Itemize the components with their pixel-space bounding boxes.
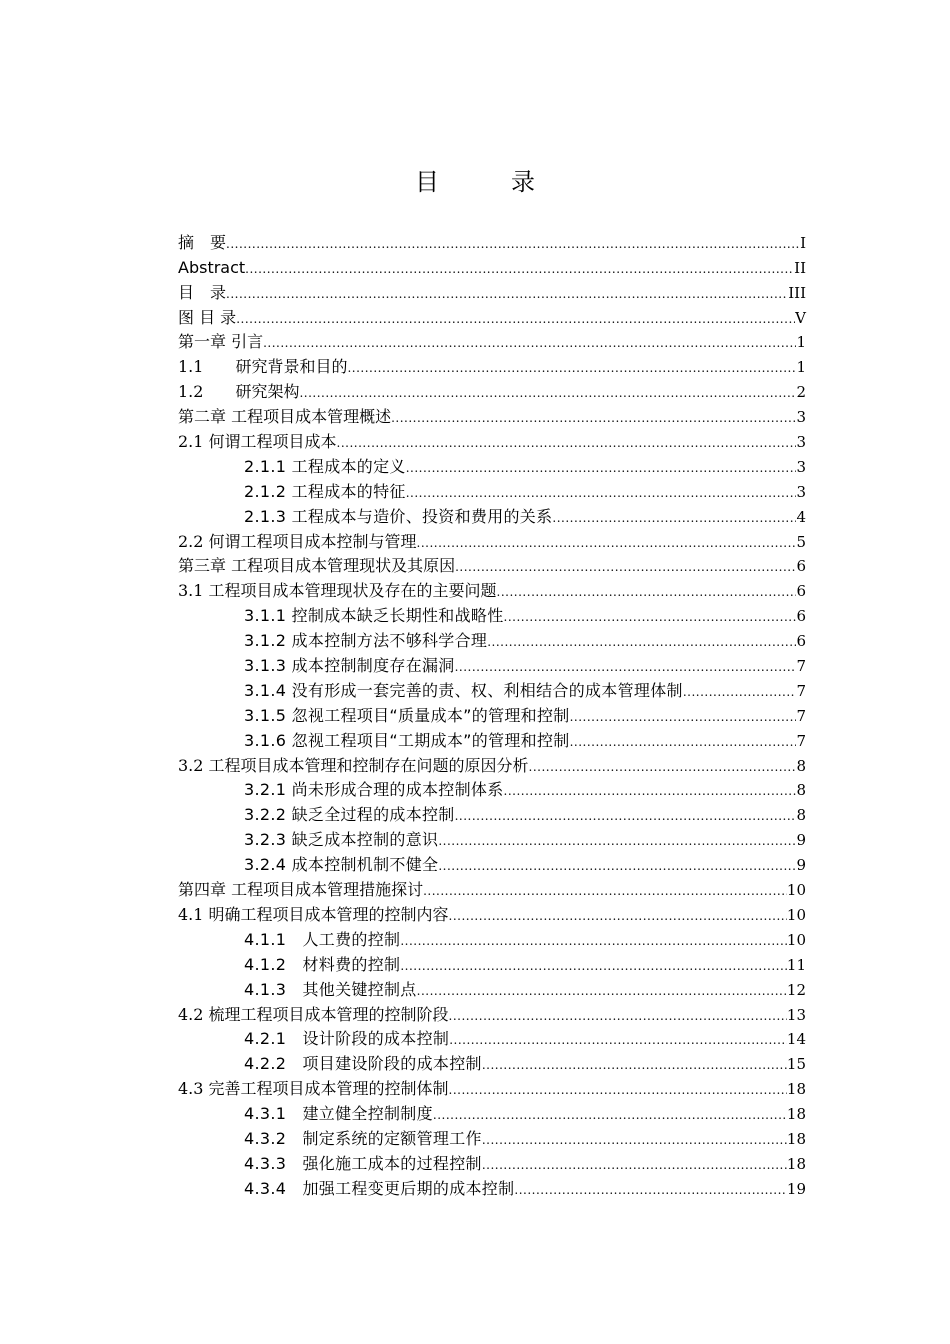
toc-entry[interactable] (178, 950, 806, 975)
toc-entry-label: 2.1.2 工程成本的特征 (244, 481, 406, 501)
toc-entry-label: 摘 要 (178, 232, 227, 252)
toc-dot-leader (487, 635, 796, 651)
toc-entry[interactable] (178, 253, 806, 278)
toc-dot-leader (570, 735, 797, 751)
toc-dot-leader (438, 834, 796, 850)
toc-dot-leader (400, 934, 787, 950)
toc-entry-page-number: 6 (796, 557, 806, 576)
toc-dot-leader (406, 486, 797, 502)
toc-entry[interactable] (178, 1149, 806, 1174)
toc-entry-label: 图 目 录 (178, 307, 237, 327)
toc-entry-label: 2.1.1 工程成本的定义 (244, 456, 406, 476)
toc-entry-label: 第二章 工程项目成本管理概述 (178, 407, 392, 427)
toc-entry-label: Abstract (178, 257, 246, 277)
toc-entry-page-number: 13 (786, 1005, 806, 1024)
toc-entry-label: 2.2 何谓工程项目成本控制与管理 (178, 531, 417, 551)
toc-entry-page-number: 6 (796, 582, 806, 601)
toc-entry[interactable] (178, 1025, 806, 1050)
toc-dot-leader (455, 560, 796, 576)
toc-entry-page-number: III (788, 283, 806, 302)
toc-entry-label: 3.2.3 缺乏成本控制的意识 (244, 830, 439, 850)
toc-entry-page-number: 7 (796, 706, 806, 725)
toc-dot-leader (482, 1058, 787, 1074)
toc-entry-page-number: 9 (796, 831, 806, 850)
toc-dot-leader (449, 1083, 787, 1099)
toc-entry-label: 4.3 完善工程项目成本管理的控制体制 (178, 1079, 449, 1099)
toc-entry[interactable] (178, 452, 806, 477)
toc-dot-leader (417, 984, 787, 1000)
toc-entry-label: 3.2 工程项目成本管理和控制存在问题的原因分析 (178, 755, 529, 775)
toc-entry-label: 4.3.2 制定系统的定额管理工作 (244, 1128, 482, 1148)
toc-dot-leader (449, 1033, 787, 1049)
toc-dot-leader (482, 1133, 787, 1149)
toc-entry-label: 1.2 研究架构 (178, 382, 300, 402)
toc-entry[interactable] (178, 303, 806, 328)
toc-entry[interactable] (178, 402, 806, 427)
toc-entry-label: 4.1 明确工程项目成本管理的控制内容 (178, 904, 449, 924)
toc-entry[interactable] (178, 352, 806, 377)
toc-dot-leader (455, 809, 797, 825)
toc-entry-page-number: II (794, 258, 806, 277)
toc-entry[interactable] (178, 1174, 806, 1199)
toc-entry-label: 4.3.3 强化施工成本的过程控制 (244, 1153, 482, 1173)
toc-entry-page-number: I (800, 233, 806, 252)
toc-dot-leader (236, 312, 795, 328)
toc-entry[interactable] (178, 527, 806, 552)
toc-dot-leader (391, 411, 796, 427)
toc-entry-label: 3.1.4 没有形成一套完善的责、权、利相结合的成本管理体制 (244, 680, 683, 700)
toc-entry[interactable] (178, 900, 806, 925)
toc-entry-page-number: 3 (796, 482, 806, 501)
toc-entry-label: 3.1.3 成本控制制度存在漏洞 (244, 656, 455, 676)
toc-entry-page-number: 18 (786, 1154, 806, 1173)
toc-entry-page-number: 10 (786, 930, 806, 949)
toc-entry-label: 4.1.3 其他关键控制点 (244, 979, 417, 999)
toc-dot-leader (423, 884, 787, 900)
toc-entry[interactable] (178, 601, 806, 626)
toc-entry[interactable] (178, 776, 806, 801)
toc-entry[interactable] (178, 701, 806, 726)
toc-entry[interactable] (178, 975, 806, 1000)
toc-dot-leader (504, 610, 797, 626)
table-of-contents (178, 228, 806, 1199)
toc-dot-leader (514, 1183, 786, 1199)
toc-entry-label: 2.1 何谓工程项目成本 (178, 432, 337, 452)
toc-entry-page-number: 11 (786, 955, 806, 974)
toc-entry[interactable] (178, 875, 806, 900)
toc-dot-leader (570, 710, 797, 726)
toc-entry-label: 3.2.4 成本控制机制不健全 (244, 855, 439, 875)
toc-entry-page-number: 6 (796, 607, 806, 626)
toc-entry-page-number: 18 (786, 1129, 806, 1148)
toc-entry[interactable] (178, 477, 806, 502)
toc-dot-leader (433, 1108, 787, 1124)
toc-entry-page-number: 5 (796, 532, 806, 551)
toc-entry-page-number: 8 (796, 781, 806, 800)
toc-entry-page-number: 14 (786, 1030, 806, 1049)
toc-entry-label: 第三章 工程项目成本管理现状及其原因 (178, 556, 456, 576)
toc-entry[interactable] (178, 427, 806, 452)
toc-dot-leader (263, 336, 796, 352)
toc-entry[interactable] (178, 228, 806, 253)
toc-entry-label: 3.1.2 成本控制方法不够科学合理 (244, 631, 488, 651)
toc-entry[interactable] (178, 1000, 806, 1025)
toc-entry-page-number: 2 (796, 383, 806, 402)
toc-dot-leader (337, 436, 797, 452)
toc-entry-label: 4.2.2 项目建设阶段的成本控制 (244, 1054, 482, 1074)
toc-entry-label: 3.1 工程项目成本管理现状及存在的主要问题 (178, 581, 497, 601)
toc-entry-page-number: 3 (796, 457, 806, 476)
toc-entry-page-number: 6 (796, 632, 806, 651)
toc-entry-page-number: 1 (796, 333, 806, 352)
toc-entry-page-number: 7 (796, 681, 806, 700)
toc-entry-page-number: 7 (796, 731, 806, 750)
toc-entry[interactable] (178, 850, 806, 875)
toc-dot-leader (449, 1009, 787, 1025)
toc-dot-leader (438, 859, 796, 875)
toc-dot-leader (449, 909, 787, 925)
toc-entry[interactable] (178, 1074, 806, 1099)
toc-entry-label: 目 录 (178, 282, 227, 302)
toc-entry-page-number: 4 (796, 507, 806, 526)
toc-dot-leader (406, 461, 797, 477)
toc-dot-leader (497, 585, 797, 601)
page-title: 目 录 (415, 168, 559, 196)
toc-dot-leader (455, 660, 797, 676)
toc-entry[interactable] (178, 576, 806, 601)
toc-entry-label: 第一章 引言 (178, 332, 264, 352)
toc-dot-leader (683, 685, 797, 701)
toc-dot-leader (552, 511, 796, 527)
toc-entry[interactable] (178, 825, 806, 850)
toc-entry-label: 2.1.3 工程成本与造价、投资和费用的关系 (244, 506, 553, 526)
toc-entry[interactable] (178, 328, 806, 353)
toc-entry-label: 3.1.5 忽视工程项目“质量成本”的管理和控制 (244, 705, 570, 725)
toc-entry-label: 4.3.1 建立健全控制制度 (244, 1104, 433, 1124)
toc-entry[interactable] (178, 925, 806, 950)
toc-entry[interactable] (178, 800, 806, 825)
toc-dot-leader (529, 760, 797, 776)
toc-entry-page-number: 18 (786, 1080, 806, 1099)
toc-entry-page-number: 1 (796, 358, 806, 377)
toc-dot-leader (299, 386, 796, 402)
toc-dot-leader (482, 1158, 787, 1174)
toc-entry-label: 1.1 研究背景和目的 (178, 357, 348, 377)
toc-entry-label: 3.1.6 忽视工程项目“工期成本”的管理和控制 (244, 730, 570, 750)
toc-entry-page-number: 3 (796, 433, 806, 452)
toc-entry[interactable] (178, 1124, 806, 1149)
toc-dot-leader (504, 784, 797, 800)
toc-entry[interactable] (178, 377, 806, 402)
toc-dot-leader (226, 287, 788, 303)
toc-entry-page-number: 7 (796, 657, 806, 676)
toc-entry-label: 3.2.1 尚未形成合理的成本控制体系 (244, 780, 504, 800)
toc-dot-leader (417, 536, 797, 552)
toc-entry[interactable] (178, 751, 806, 776)
toc-entry-label: 4.2 梳理工程项目成本管理的控制阶段 (178, 1004, 449, 1024)
toc-dot-leader (400, 959, 787, 975)
toc-entry-page-number: 15 (786, 1055, 806, 1074)
toc-entry-page-number: V (795, 308, 806, 327)
toc-entry-label: 第四章 工程项目成本管理措施探讨 (178, 880, 424, 900)
toc-entry[interactable] (178, 676, 806, 701)
toc-entry[interactable] (178, 626, 806, 651)
toc-entry[interactable] (178, 502, 806, 527)
toc-entry-label: 4.1.2 材料费的控制 (244, 954, 401, 974)
toc-entry-page-number: 8 (796, 806, 806, 825)
toc-entry[interactable] (178, 1049, 806, 1074)
toc-entry-page-number: 3 (796, 408, 806, 427)
toc-entry[interactable] (178, 651, 806, 676)
toc-dot-leader (347, 361, 796, 377)
toc-entry-label: 3.1.1 控制成本缺乏长期性和战略性 (244, 606, 504, 626)
toc-entry-page-number: 18 (786, 1105, 806, 1124)
toc-dot-leader (245, 262, 794, 278)
toc-entry-label: 3.2.2 缺乏全过程的成本控制 (244, 805, 455, 825)
toc-entry-page-number: 8 (796, 756, 806, 775)
toc-entry[interactable] (178, 1099, 806, 1124)
toc-entry-page-number: 19 (786, 1179, 806, 1198)
toc-entry-page-number: 10 (786, 905, 806, 924)
toc-entry-label: 4.1.1 人工费的控制 (244, 929, 401, 949)
toc-entry-label: 4.2.1 设计阶段的成本控制 (244, 1029, 450, 1049)
toc-dot-leader (226, 237, 800, 253)
toc-entry-page-number: 10 (786, 881, 806, 900)
toc-entry-page-number: 12 (786, 980, 806, 999)
toc-entry[interactable] (178, 278, 806, 303)
toc-entry[interactable] (178, 552, 806, 577)
toc-entry-page-number: 9 (796, 856, 806, 875)
toc-entry[interactable] (178, 726, 806, 751)
toc-entry-label: 4.3.4 加强工程变更后期的成本控制 (244, 1178, 515, 1198)
